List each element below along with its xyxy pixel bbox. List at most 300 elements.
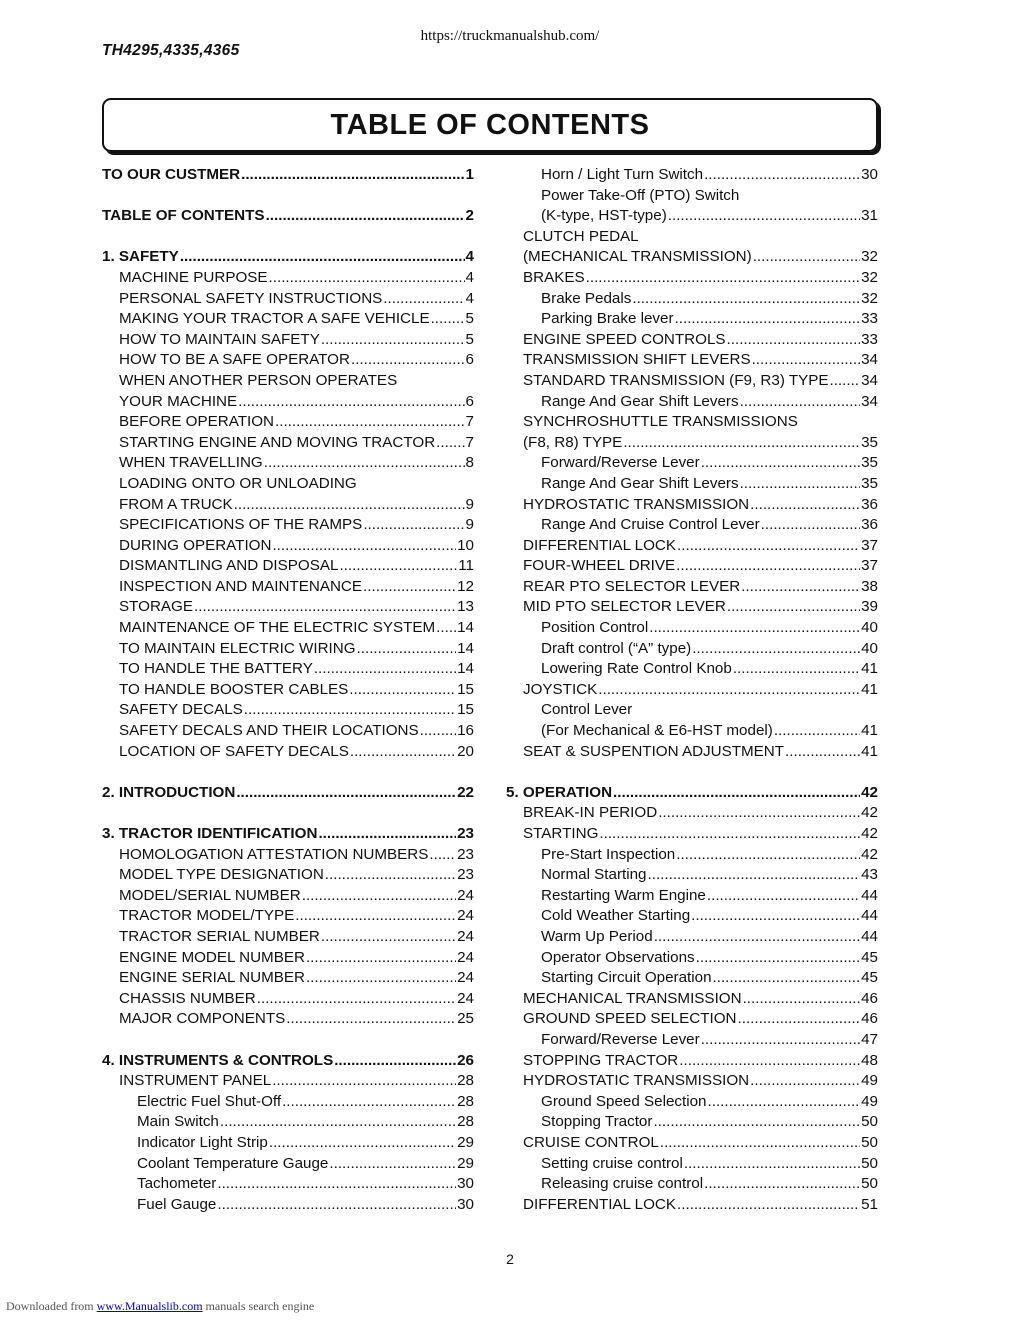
toc-entry-page: 31 bbox=[861, 207, 878, 225]
toc-entry-page: 40 bbox=[861, 639, 878, 657]
toc-entry-page: 36 bbox=[861, 495, 878, 513]
toc-entry-page: 44 bbox=[861, 907, 878, 925]
toc-entry[interactable] bbox=[102, 371, 474, 392]
toc-entry[interactable] bbox=[102, 1174, 474, 1195]
toc-entry-page: 15 bbox=[457, 701, 474, 719]
toc-entry[interactable] bbox=[102, 1133, 474, 1154]
dot-leader bbox=[295, 906, 456, 927]
dot-leader bbox=[692, 639, 860, 660]
dot-leader bbox=[436, 618, 456, 639]
toc-entry[interactable] bbox=[102, 577, 474, 598]
toc-entry[interactable] bbox=[506, 206, 878, 227]
toc-entry-page: 43 bbox=[861, 866, 878, 884]
dot-leader bbox=[339, 556, 457, 577]
toc-entry[interactable] bbox=[506, 1030, 878, 1051]
toc-entry[interactable] bbox=[102, 948, 474, 969]
model-header: TH4295,4335,4365 bbox=[102, 42, 240, 59]
toc-entry[interactable] bbox=[506, 536, 878, 557]
dot-leader bbox=[269, 268, 465, 289]
toc-entry[interactable] bbox=[102, 989, 474, 1010]
toc-entry[interactable] bbox=[102, 680, 474, 701]
dot-leader bbox=[217, 1174, 456, 1195]
dot-leader bbox=[436, 433, 464, 454]
toc-entry[interactable] bbox=[102, 1112, 474, 1133]
toc-entry-page: 23 bbox=[457, 866, 474, 884]
toc-entry-title: INSTRUMENT PANEL bbox=[119, 1072, 272, 1090]
toc-entry[interactable] bbox=[102, 268, 474, 289]
toc-entry-title: MECHANICAL TRANSMISSION bbox=[523, 989, 742, 1007]
toc-entry[interactable] bbox=[102, 597, 474, 618]
toc-entry[interactable] bbox=[506, 845, 878, 866]
toc-entry[interactable] bbox=[102, 783, 474, 804]
toc-entry[interactable] bbox=[506, 165, 878, 186]
toc-entry-title: Parking Brake lever bbox=[541, 310, 674, 328]
dot-leader bbox=[708, 1092, 861, 1113]
toc-entry-page: 50 bbox=[861, 1133, 878, 1151]
toc-entry-page: 32 bbox=[861, 289, 878, 307]
toc-entry-title: SEAT & SUSPENTION ADJUSTMENT bbox=[523, 742, 785, 760]
toc-entry-title: DIFFERENTIAL LOCK bbox=[523, 536, 677, 554]
toc-entry-title: Power Take-Off (PTO) Switch bbox=[541, 186, 740, 204]
toc-entry-page: 38 bbox=[861, 577, 878, 595]
toc-entry-title: MODEL/SERIAL NUMBER bbox=[119, 886, 301, 904]
toc-entry-page: 48 bbox=[861, 1051, 878, 1069]
toc-entry-title: Indicator Light Strip bbox=[137, 1133, 268, 1151]
toc-entry-title: (F8, R8) TYPE bbox=[523, 433, 623, 451]
toc-entry-title: TO HANDLE BOOSTER CABLES bbox=[119, 680, 349, 698]
toc-entry-title: Fuel Gauge bbox=[137, 1195, 217, 1213]
toc-entry-title: SYNCHROSHUTTLE TRANSMISSIONS bbox=[523, 413, 798, 431]
toc-entry-page: 32 bbox=[861, 268, 878, 286]
dot-leader bbox=[658, 803, 860, 824]
toc-entry[interactable] bbox=[102, 845, 474, 866]
dot-leader bbox=[740, 392, 861, 413]
dot-leader bbox=[429, 845, 456, 866]
toc-entry-page: 16 bbox=[457, 722, 474, 740]
toc-entry-page: 15 bbox=[457, 680, 474, 698]
toc-entry-title: Range And Gear Shift Levers bbox=[541, 474, 739, 492]
toc-entry[interactable] bbox=[102, 453, 474, 474]
toc-entry-title: FROM A TRUCK bbox=[119, 495, 233, 513]
toc-entry[interactable] bbox=[506, 783, 878, 804]
toc-entry-title: ENGINE SPEED CONTROLS bbox=[523, 330, 726, 348]
dot-leader bbox=[774, 721, 860, 742]
toc-entry[interactable] bbox=[102, 309, 474, 330]
toc-entry[interactable] bbox=[102, 618, 474, 639]
toc-entry-title: ENGINE SERIAL NUMBER bbox=[119, 969, 305, 987]
manualslib-link[interactable]: www.Manualslib.com bbox=[96, 1299, 203, 1313]
toc-entry-title: INSPECTION AND MAINTENANCE bbox=[119, 577, 363, 595]
toc-entry-title: LOADING ONTO OR UNLOADING bbox=[119, 474, 357, 492]
toc-entry-title: Releasing cruise control bbox=[541, 1175, 704, 1193]
toc-entry-title: Horn / Light Turn Switch bbox=[541, 166, 704, 183]
toc-entry-page: 44 bbox=[861, 886, 878, 904]
dot-leader bbox=[302, 886, 456, 907]
dot-leader bbox=[704, 165, 860, 186]
toc-entry-page: 7 bbox=[465, 413, 474, 431]
dot-leader bbox=[752, 350, 861, 371]
toc-entry[interactable] bbox=[506, 1112, 878, 1133]
dot-leader bbox=[286, 1009, 456, 1030]
toc-entry-title: TO MAINTAIN ELECTRIC WIRING bbox=[119, 639, 356, 657]
toc-entry[interactable] bbox=[102, 1154, 474, 1175]
toc-entry-title: 4. INSTRUMENTS & CONTROLS bbox=[102, 1051, 334, 1069]
toc-entry-title: DISMANTLING AND DISPOSAL bbox=[119, 557, 339, 575]
toc-entry-title: Tachometer bbox=[137, 1175, 217, 1193]
toc-entry[interactable] bbox=[102, 886, 474, 907]
toc-entry[interactable] bbox=[102, 206, 474, 227]
dot-leader bbox=[829, 371, 860, 392]
toc-entry[interactable] bbox=[102, 824, 474, 845]
toc-entry-title: (K-type, HST-type) bbox=[541, 207, 667, 225]
dot-leader bbox=[676, 845, 860, 866]
dot-leader bbox=[586, 268, 860, 289]
dot-leader bbox=[420, 721, 456, 742]
toc-entry-title: GROUND SPEED SELECTION bbox=[523, 1010, 737, 1028]
dot-leader bbox=[363, 515, 464, 536]
toc-entry-page: 5 bbox=[465, 330, 474, 348]
toc-entry-page: 28 bbox=[457, 1113, 474, 1131]
dot-leader bbox=[677, 1195, 860, 1216]
toc-entry[interactable] bbox=[102, 927, 474, 948]
toc-entry-page: 46 bbox=[861, 1010, 878, 1028]
title-box bbox=[102, 98, 878, 152]
dot-leader bbox=[691, 906, 860, 927]
toc-entry[interactable] bbox=[102, 742, 474, 763]
dot-leader bbox=[272, 1071, 456, 1092]
toc-entry-page: 29 bbox=[457, 1133, 474, 1151]
dot-leader bbox=[675, 309, 861, 330]
toc-entry[interactable] bbox=[506, 371, 878, 392]
toc-entry-title: REAR PTO SELECTOR LEVER bbox=[523, 577, 741, 595]
toc-entry-title: Restarting Warm Engine bbox=[541, 886, 706, 904]
toc-entry[interactable] bbox=[102, 165, 474, 186]
toc-entry[interactable] bbox=[506, 350, 878, 371]
toc-entry-title: MODEL TYPE DESIGNATION bbox=[119, 866, 324, 884]
toc-entry-title: ENGINE MODEL NUMBER bbox=[119, 948, 305, 966]
toc-entry-page: 33 bbox=[861, 310, 878, 328]
toc-entry-title: TABLE OF CONTENTS bbox=[102, 207, 265, 225]
toc-entry[interactable] bbox=[506, 577, 878, 598]
toc-left-column bbox=[102, 165, 474, 1215]
toc-entry[interactable] bbox=[506, 968, 878, 989]
dot-leader bbox=[257, 989, 456, 1010]
dot-leader bbox=[679, 1051, 860, 1072]
dot-leader bbox=[234, 495, 465, 516]
toc-entry-title: MAKING YOUR TRACTOR A SAFE VEHICLE bbox=[119, 310, 430, 328]
toc-entry[interactable] bbox=[102, 330, 474, 351]
dot-leader bbox=[738, 1009, 861, 1030]
toc-entry[interactable] bbox=[506, 289, 878, 310]
toc-entry-title: Brake Pedals bbox=[541, 289, 632, 307]
toc-entry[interactable] bbox=[506, 433, 878, 454]
toc-entry[interactable] bbox=[102, 412, 474, 433]
dot-leader bbox=[431, 309, 465, 330]
toc-entry[interactable] bbox=[506, 392, 878, 413]
toc-entry[interactable] bbox=[506, 906, 878, 927]
toc-entry-title: Stopping Tractor bbox=[541, 1113, 653, 1131]
dot-leader bbox=[623, 433, 860, 454]
toc-entry-title: STANDARD TRANSMISSION (F9, R3) TYPE bbox=[523, 371, 829, 389]
dot-leader bbox=[701, 1030, 860, 1051]
toc-entry[interactable] bbox=[506, 453, 878, 474]
dot-leader bbox=[753, 247, 860, 268]
toc-entry[interactable] bbox=[102, 536, 474, 557]
dot-leader bbox=[318, 824, 456, 845]
toc-entry[interactable] bbox=[506, 309, 878, 330]
dot-leader bbox=[713, 968, 861, 989]
toc-entry-title: HOW TO BE A SAFE OPERATOR bbox=[119, 351, 350, 369]
toc-entry[interactable] bbox=[506, 742, 878, 763]
toc-entry-page: 50 bbox=[861, 1154, 878, 1172]
toc-entry[interactable] bbox=[102, 392, 474, 413]
toc-entry-title: MACHINE PURPOSE bbox=[119, 268, 268, 286]
dot-leader bbox=[306, 968, 456, 989]
toc-entry[interactable] bbox=[102, 1195, 474, 1216]
toc-entry-page: 50 bbox=[861, 1175, 878, 1193]
toc-entry-title: BREAK-IN PERIOD bbox=[523, 804, 658, 822]
toc-entry-page: 28 bbox=[457, 1092, 474, 1110]
toc-entry[interactable] bbox=[102, 1009, 474, 1030]
toc-entry-title: TRANSMISSION SHIFT LEVERS bbox=[523, 351, 751, 369]
toc-entry-page: 14 bbox=[457, 639, 474, 657]
toc-entry-title: MAJOR COMPONENTS bbox=[119, 1010, 286, 1028]
toc-entry-title: 5. OPERATION bbox=[506, 783, 613, 801]
dot-leader bbox=[740, 474, 861, 495]
toc-entry-title: SAFETY DECALS AND THEIR LOCATIONS bbox=[119, 722, 419, 740]
toc-entry-page: 36 bbox=[861, 516, 878, 534]
dot-leader bbox=[329, 1154, 456, 1175]
dot-leader bbox=[275, 412, 465, 433]
toc-entry-page: 24 bbox=[457, 989, 474, 1007]
toc-entry-page: 24 bbox=[457, 907, 474, 925]
toc-entry[interactable] bbox=[506, 989, 878, 1010]
dot-leader bbox=[707, 886, 860, 907]
toc-entry[interactable] bbox=[102, 1092, 474, 1113]
toc-entry-page: 41 bbox=[861, 742, 878, 760]
dot-leader bbox=[660, 1133, 860, 1154]
toc-entry-page: 29 bbox=[457, 1154, 474, 1172]
toc-entry-title: LOCATION OF SAFETY DECALS bbox=[119, 742, 349, 760]
toc-entry[interactable] bbox=[102, 247, 474, 268]
toc-entry[interactable] bbox=[506, 597, 878, 618]
toc-entry[interactable] bbox=[102, 474, 474, 495]
toc-entry[interactable] bbox=[506, 639, 878, 660]
toc-entry[interactable] bbox=[102, 495, 474, 516]
toc-entry-title: Setting cruise control bbox=[541, 1154, 683, 1172]
toc-entry-title: FOUR-WHEEL DRIVE bbox=[523, 557, 676, 575]
dot-leader bbox=[727, 597, 860, 618]
toc-entry-title: Main Switch bbox=[137, 1113, 219, 1131]
toc-entry-page: 45 bbox=[861, 969, 878, 987]
toc-entry-title: STOPPING TRACTOR bbox=[523, 1051, 679, 1069]
toc-entry[interactable] bbox=[506, 515, 878, 536]
toc-entry[interactable] bbox=[506, 1174, 878, 1195]
footer-suffix: manuals search engine bbox=[205, 1299, 315, 1313]
toc-entry-page: 42 bbox=[861, 783, 878, 801]
toc-entry-title: MID PTO SELECTOR LEVER bbox=[523, 598, 726, 616]
toc-entry[interactable] bbox=[506, 700, 878, 721]
toc-entry-page: 4 bbox=[465, 268, 474, 286]
toc-entry-title: HOW TO MAINTAIN SAFETY bbox=[119, 330, 320, 348]
toc-entry-page: 33 bbox=[861, 330, 878, 348]
toc-entry-title: HYDROSTATIC TRANSMISSION bbox=[523, 1072, 750, 1090]
dot-leader bbox=[598, 680, 860, 701]
toc-entry-page: 11 bbox=[458, 557, 474, 575]
toc-entry-page: 41 bbox=[861, 680, 878, 698]
dot-leader bbox=[727, 330, 861, 351]
toc-entry-title: Position Control bbox=[541, 619, 649, 637]
toc-entry-page: 23 bbox=[457, 825, 474, 842]
toc-entry[interactable] bbox=[102, 968, 474, 989]
toc-entry[interactable] bbox=[102, 865, 474, 886]
toc-entry[interactable] bbox=[102, 721, 474, 742]
toc-entry-page: 24 bbox=[457, 927, 474, 945]
toc-entry[interactable] bbox=[102, 700, 474, 721]
toc-entry-title: STORAGE bbox=[119, 598, 193, 616]
dot-leader bbox=[696, 948, 860, 969]
dot-leader bbox=[350, 742, 456, 763]
dot-leader bbox=[349, 680, 456, 701]
toc-entry-title: Normal Starting bbox=[541, 866, 647, 884]
toc-entry-page: 8 bbox=[465, 454, 474, 472]
toc-entry-title: Draft control (“A” type) bbox=[541, 639, 692, 657]
dot-leader bbox=[238, 392, 464, 413]
toc-entry-page: 6 bbox=[465, 392, 474, 410]
toc-entry[interactable] bbox=[102, 639, 474, 660]
footer-prefix: Downloaded from bbox=[6, 1299, 94, 1313]
toc-entry-title: Electric Fuel Shut-Off bbox=[137, 1092, 282, 1110]
toc-entry-title: 1. SAFETY bbox=[102, 248, 179, 266]
toc-entry-title: HYDROSTATIC TRANSMISSION bbox=[523, 495, 750, 513]
toc-entry-page: 41 bbox=[861, 722, 878, 740]
toc-entry[interactable] bbox=[506, 412, 878, 433]
toc-entry-page: 37 bbox=[861, 557, 878, 575]
toc-entry[interactable] bbox=[506, 927, 878, 948]
dot-leader bbox=[325, 865, 456, 886]
toc-entry[interactable] bbox=[506, 268, 878, 289]
toc-entry-page: 9 bbox=[465, 516, 474, 534]
dot-leader bbox=[761, 515, 860, 536]
toc-entry[interactable] bbox=[506, 474, 878, 495]
toc-entry[interactable] bbox=[506, 1071, 878, 1092]
toc-entry-page: 49 bbox=[861, 1072, 878, 1090]
toc-entry-title: SAFETY DECALS bbox=[119, 701, 243, 719]
toc-entry[interactable] bbox=[506, 1051, 878, 1072]
toc-entry-title: JOYSTICK bbox=[523, 680, 598, 698]
toc-entry-title: (For Mechanical & E6-HST model) bbox=[541, 722, 773, 740]
toc-entry[interactable] bbox=[506, 886, 878, 907]
toc-entry-title: MAINTENANCE OF THE ELECTRIC SYSTEM bbox=[119, 619, 436, 637]
toc-entry-page: 45 bbox=[861, 948, 878, 966]
toc-entry-page: 20 bbox=[457, 742, 474, 760]
toc-entry-page: 42 bbox=[861, 825, 878, 842]
toc-entry-title: TO OUR CUSTMER bbox=[102, 166, 241, 183]
dot-leader bbox=[676, 556, 860, 577]
toc-entry[interactable] bbox=[506, 186, 878, 207]
toc-entry-page: 25 bbox=[457, 1010, 474, 1028]
toc-entry[interactable] bbox=[506, 1154, 878, 1175]
toc-entry-page: 35 bbox=[861, 433, 878, 451]
toc-entry[interactable] bbox=[506, 227, 878, 248]
toc-entry-page: 34 bbox=[861, 371, 878, 389]
toc-entry-page: 5 bbox=[465, 310, 474, 328]
dot-leader bbox=[241, 165, 464, 186]
dot-leader bbox=[648, 865, 861, 886]
toc-entry-page: 22 bbox=[457, 783, 474, 801]
toc-entry[interactable] bbox=[506, 495, 878, 516]
dot-leader bbox=[351, 350, 465, 371]
toc-entry[interactable] bbox=[102, 289, 474, 310]
toc-entry-page: 46 bbox=[861, 989, 878, 1007]
dot-leader bbox=[217, 1195, 456, 1216]
download-footer bbox=[6, 1299, 314, 1314]
toc-entry[interactable] bbox=[506, 948, 878, 969]
dot-leader bbox=[363, 577, 456, 598]
dot-leader bbox=[668, 206, 860, 227]
toc-entry[interactable] bbox=[506, 618, 878, 639]
toc-entry[interactable] bbox=[506, 680, 878, 701]
toc-entry[interactable] bbox=[102, 515, 474, 536]
toc-entry[interactable] bbox=[506, 824, 878, 845]
dot-leader bbox=[266, 206, 465, 227]
toc-entry[interactable] bbox=[506, 1092, 878, 1113]
toc-entry[interactable] bbox=[506, 1133, 878, 1154]
toc-entry-page: 32 bbox=[861, 248, 878, 266]
toc-entry-page: 35 bbox=[861, 474, 878, 492]
toc-entry[interactable] bbox=[506, 721, 878, 742]
dot-leader bbox=[649, 618, 860, 639]
toc-entry[interactable] bbox=[102, 350, 474, 371]
dot-leader bbox=[701, 453, 860, 474]
toc-entry[interactable] bbox=[506, 865, 878, 886]
toc-entry[interactable] bbox=[102, 433, 474, 454]
toc-entry-title: Pre-Start Inspection bbox=[541, 845, 676, 863]
toc-entry[interactable] bbox=[506, 247, 878, 268]
toc-entry-title: Starting Circuit Operation bbox=[541, 969, 712, 987]
dot-leader bbox=[357, 639, 457, 660]
toc-entry[interactable] bbox=[102, 556, 474, 577]
toc-entry[interactable] bbox=[102, 1051, 474, 1072]
dot-leader bbox=[785, 742, 860, 763]
toc-entry-page: 30 bbox=[861, 166, 878, 183]
dot-leader bbox=[306, 948, 456, 969]
toc-entry-title: CHASSIS NUMBER bbox=[119, 989, 256, 1007]
toc-entry-page: 13 bbox=[457, 598, 474, 616]
toc-entry-page: 14 bbox=[457, 660, 474, 678]
toc-entry-page: 51 bbox=[861, 1195, 878, 1213]
toc-entry[interactable] bbox=[506, 330, 878, 351]
toc-entry[interactable] bbox=[506, 1009, 878, 1030]
toc-entry[interactable] bbox=[102, 906, 474, 927]
toc-entry-title: 3. TRACTOR IDENTIFICATION bbox=[102, 825, 318, 842]
toc-entry-page: 1 bbox=[465, 166, 474, 183]
toc-entry-title: CLUTCH PEDAL bbox=[523, 227, 639, 245]
toc-entry-title: SPECIFICATIONS OF THE RAMPS bbox=[119, 516, 363, 534]
toc-entry[interactable] bbox=[506, 659, 878, 680]
toc-entry-title: Cold Weather Starting bbox=[541, 907, 691, 925]
toc-entry-page: 42 bbox=[861, 845, 878, 863]
toc-entry[interactable] bbox=[102, 1071, 474, 1092]
toc-entry-page: 47 bbox=[861, 1030, 878, 1048]
toc-entry-title: 2. INTRODUCTION bbox=[102, 783, 236, 801]
toc-entry-title: HOMOLOGATION ATTESTATION NUMBERS bbox=[119, 845, 429, 863]
toc-entry[interactable] bbox=[506, 1195, 878, 1216]
toc-entry[interactable] bbox=[506, 556, 878, 577]
toc-entry-title: TRACTOR SERIAL NUMBER bbox=[119, 927, 320, 945]
toc-entry[interactable] bbox=[506, 803, 878, 824]
toc-entry[interactable] bbox=[102, 659, 474, 680]
